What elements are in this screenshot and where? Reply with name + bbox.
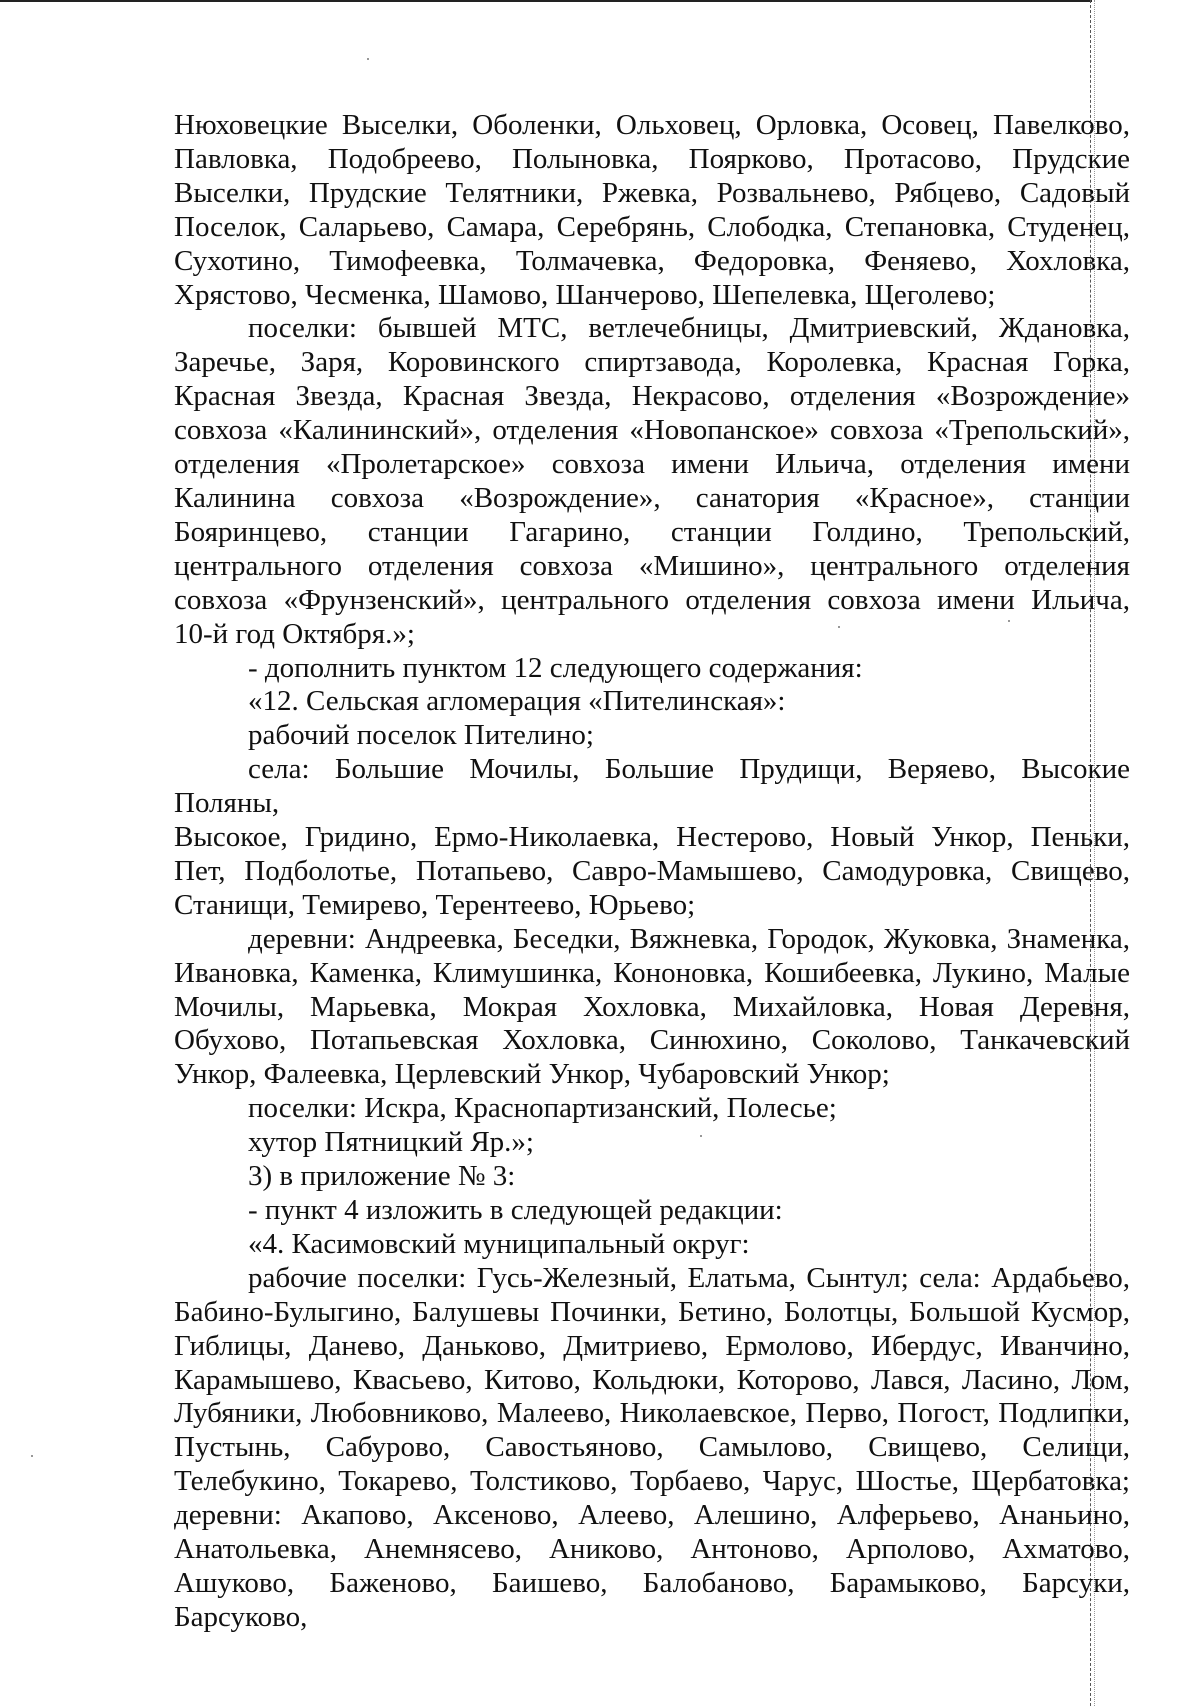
document-line: Пустынь, Сабурово, Савостьяново, Самылово, Свищево, Селищи, [174,1431,1130,1464]
document-line: рабочий поселок Пителино; [248,719,594,752]
document-line: Телебукино, Токарево, Толстиково, Торбаево, Чарус, Шостье, Щербатовка; [174,1465,1130,1498]
document-line: Сухотино, Тимофеевка, Толмачевка, Федоровка, Феняево, Хохловка, [174,244,1130,277]
document-line: центрального отделения совхоза «Мишино», центрального отделения [174,549,1130,582]
document-line: поселки: Искра, Краснопартизанский, Полесье; [248,1092,837,1125]
document-line: - пункт 4 изложить в следующей редакции: [248,1194,783,1226]
document-line: деревни: Андреевка, Беседки, Вяжневка, Городок, Жуковка, Знаменка, [248,922,1130,955]
document-line: деревни: Акапово, Аксеново, Алеево, Алешино, Алферьево, Ананьино, [174,1499,1130,1532]
document-line: Выселки, Прудские Телятники, Ржевка, Розвальнево, Рябцево, Садовый [174,176,1130,209]
document-line: Пет, Подболотье, Потапьево, Савро-Мамышево, Самодуровка, Свищево, [174,854,1130,887]
document-line: рабочие поселки: Гусь-Железный, Елатьма, Сынтул; села: Ардабьево, [248,1261,1130,1294]
document-line: Красная Звезда, Красная Звезда, Некрасово, отделения «Возрождение» [174,380,1130,413]
document-line: 3) в приложение № 3: [248,1160,516,1193]
document-line: Карамышево, Квасьево, Китово, Кольдюки, Которово, Лався, Ласино, Лом, [174,1363,1130,1396]
document-line: совхоза «Фрунзенский», центрального отделения совхоза имени Ильича, [174,583,1130,616]
document-line: отделения «Пролетарское» совхоза имени Ильича, отделения имени [174,448,1130,481]
document-line: «4. Касимовский муниципальный округ: [248,1227,750,1260]
document-line: Станищи, Темирево, Терентеево, Юрьево; [174,888,696,921]
document-line: 10-й год Октября.»; [174,617,415,650]
document-body [174,109,1130,1635]
document-line: хутор Пятницкий Яр.»; [248,1126,534,1159]
document-line: Заречье, Заря, Коровинского спиртзавода, Королевка, Красная Горка, [174,346,1130,379]
document-line: Лубяники, Любовниково, Малеево, Николаевское, Перво, Погост, Подлипки, [174,1397,1130,1430]
document-line: Хрястово, Чесменка, Шамово, Шанчерово, Шепелевка, Щеголево; [174,278,996,311]
scan-speck [367,58,369,60]
scan-speck [31,1455,33,1457]
document-line: Анатольевка, Анемнясево, Аниково, Антоново, Арполово, Ахматово, [174,1533,1130,1566]
document-line: Ивановка, Каменка, Климушинка, Кононовка, Кошибеевка, Лукино, Малые [174,956,1130,989]
document-line: Павловка, Подобреево, Полыновка, Поярково, Протасово, Прудские [174,142,1130,175]
document-line: - дополнить пунктом 12 следующего содержания: [248,651,863,684]
document-line: Ункор, Фалеевка, Церлевский Ункор, Чубаровский Ункор; [174,1058,890,1091]
document-line: Калинина совхоза «Возрождение», санатория «Красное», станции [174,481,1130,514]
document-line: села: Большие Мочилы, Большие Прудищи, Веряево, Высокие Поляны, [174,753,1130,820]
scan-top-edge [0,0,1092,2]
document-line: поселки: бывшей МТС, ветлечебницы, Дмитриевский, Ждановка, [248,312,1130,345]
document-line: Гиблицы, Данево, Даньково, Дмитриево, Ермолово, Ибердус, Иванчино, [174,1329,1130,1362]
document-line: Высокое, Гридино, Ермо-Николаевка, Нестерово, Новый Ункор, Пеньки, [174,821,1130,854]
document-line: совхоза «Калининский», отделения «Новопанское» совхоза «Трепольский», [174,414,1130,447]
document-line: Ашуково, Баженово, Баишево, Балобаново, Барамыково, Барсуки, Барсуково, [174,1566,1130,1633]
document-line: «12. Сельская агломерация «Пителинская»: [248,685,786,718]
document-line: Бабино-Булыгино, Балушевы Починки, Бетино, Болотцы, Большой Кусмор, [174,1295,1130,1328]
document-line: Мочилы, Марьевка, Мокрая Хохловка, Михайловка, Новая Деревня, [174,990,1130,1023]
document-line: Бояринцево, станции Гагарино, станции Голдино, Трепольский, [174,515,1130,548]
document-line: Поселок, Саларьево, Самара, Серебрянь, Слободка, Степановка, Студенец, [174,210,1130,243]
document-line: Нюховецкие Выселки, Оболенки, Ольховец, Орловка, Осовец, Павелково, [174,109,1130,141]
document-line: Обухово, Потапьевская Хохловка, Синюхино, Соколово, Танкачевский [174,1024,1130,1057]
